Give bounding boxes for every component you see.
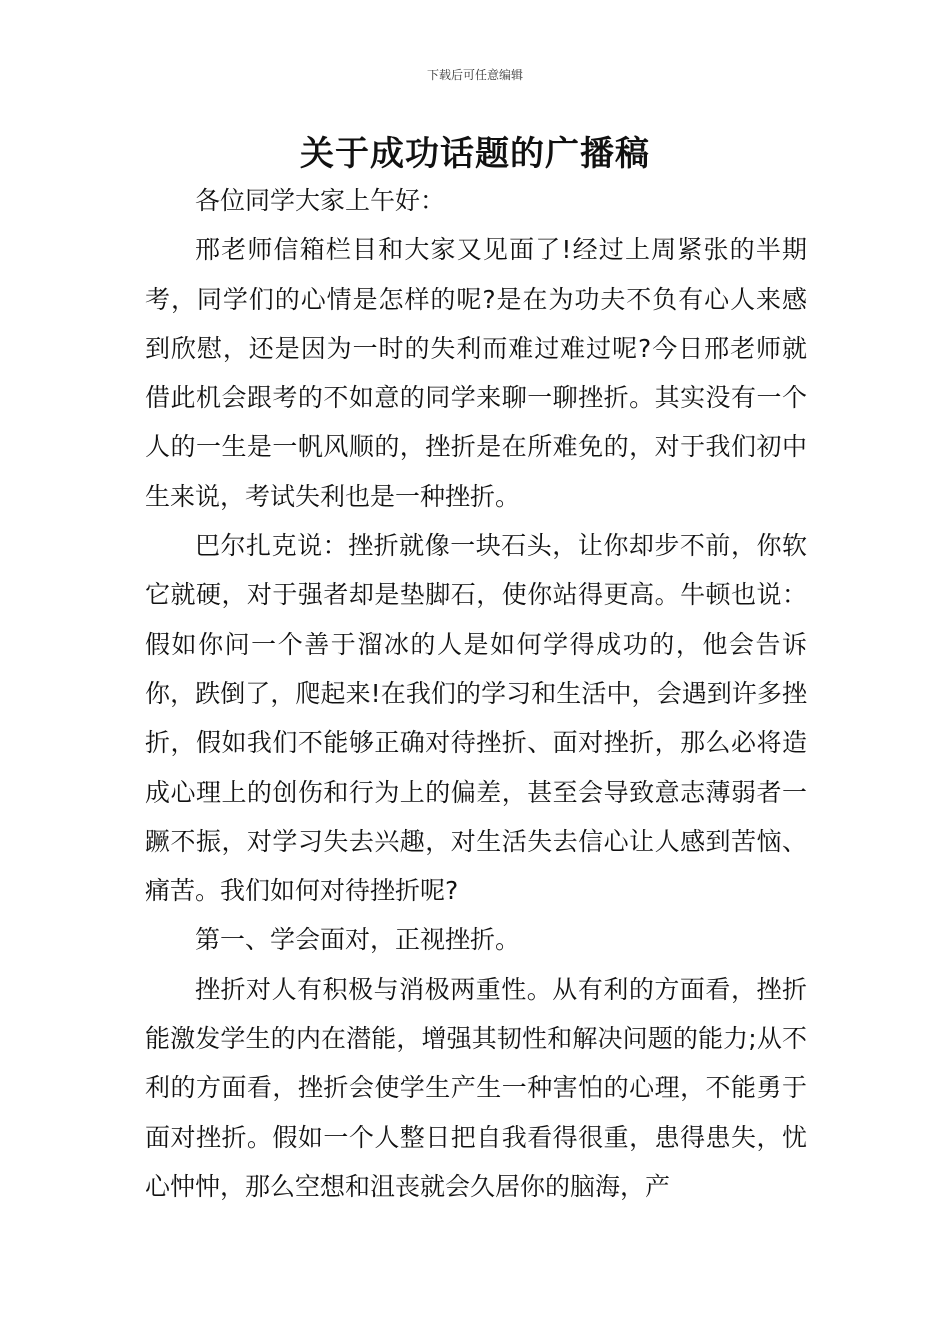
paragraph-heading-first: 第一、学会面对，正视挫折。 (195, 925, 521, 955)
paragraph-intro: 邢老师信箱栏目和大家又见面了!经过上周紧张的半期考，同学们的心情是怎样的呢?是在为功夫不负有心人来感到欣慰，还是因为一时的失利而难过难过呢?今日邢老师就借此机会跟考的不如意的同学来聊一聊挫折。其实没有一个人的一生是一帆风顺的，挫折是在所难免的，对于我们初中生来说，考试失利也是一种挫折。 (145, 235, 807, 511)
header-note: 下载后可任意编辑 (426, 68, 523, 82)
paragraph-greeting: 各位同学大家上午好： (195, 186, 446, 215)
document-body (145, 176, 807, 1211)
paragraph-quotes: 巴尔扎克说：挫折就像一块石头，让你却步不前，你软它就硬，对于强者却是垫脚石，使你站得更高。牛顿也说：假如你问一个善于溜冰的人是如何学得成功的，他会告诉你，跌倒了，爬起来!在我们的学习和生活中，会遇到许多挫折，假如我们不能够正确对待挫折、面对挫折，那么必将造成心理上的创伤和行为上的偏差，甚至会导致意志薄弱者一蹶不振，对学习失去兴趣，对生活失去信心让人感到苦恼、痛苦。我们如何对待挫折呢? (145, 531, 807, 906)
page-title: 关于成功话题的广播稿 (300, 134, 650, 174)
paragraph-duality: 挫折对人有积极与消极两重性。从有利的方面看，挫折能激发学生的内在潜能，增强其韧性和解决问题的能力;从不利的方面看，挫折会使学生产生一种害怕的心理，不能勇于面对挫折。假如一个人整日把自我看得很重，患得患失，忧心忡忡，那么空想和沮丧就会久居你的脑海，产 (145, 974, 807, 1201)
